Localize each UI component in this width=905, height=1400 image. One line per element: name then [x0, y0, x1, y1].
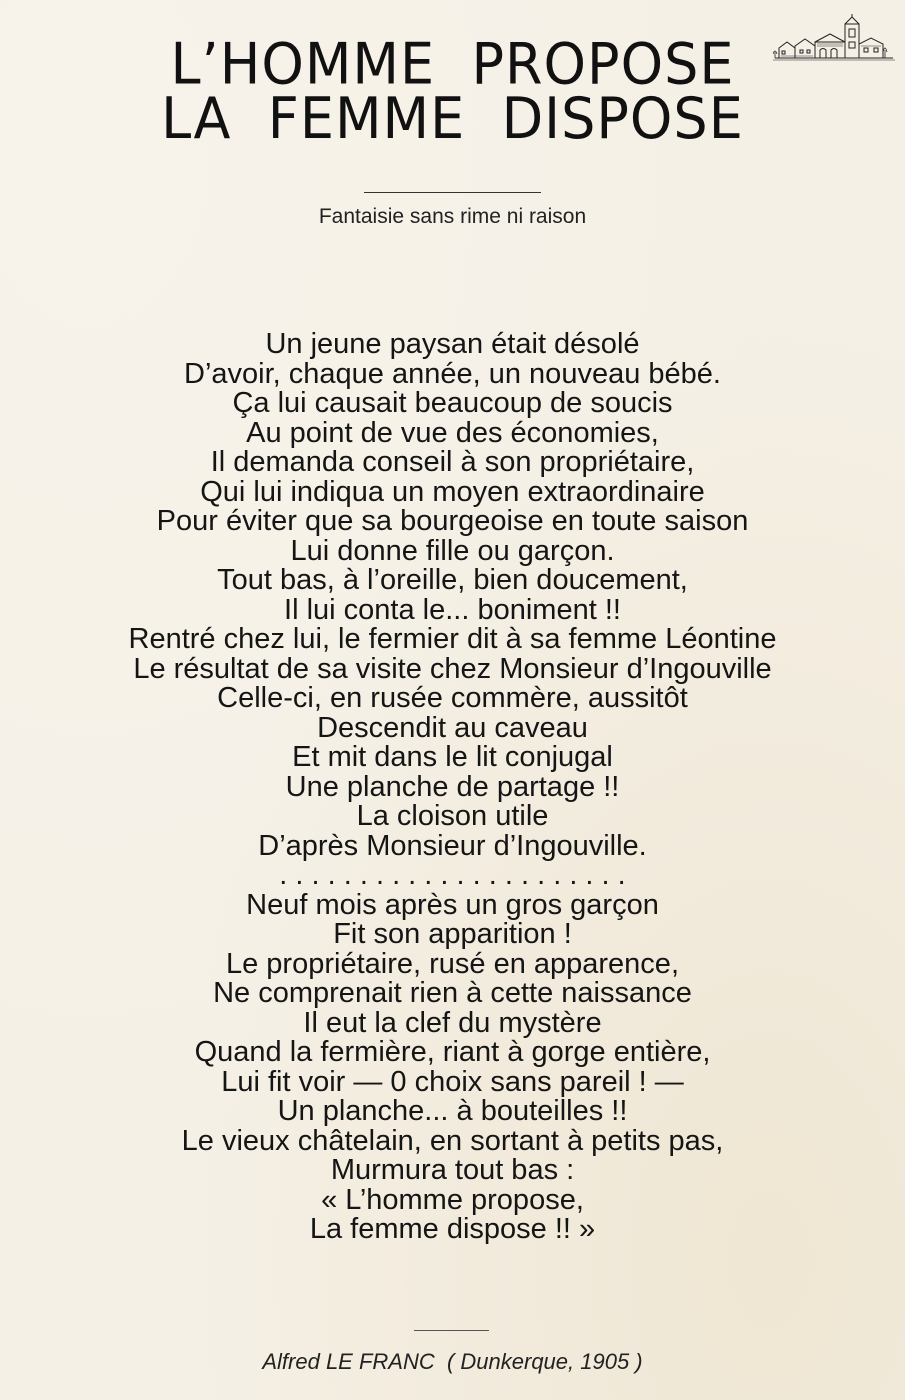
- poem-line: Murmura tout bas :: [330, 1154, 575, 1186]
- poem-line: « L’homme propose,: [321, 1183, 584, 1216]
- ellipsis-separator: . . . . . . . . . . . . . . . . . . . . . .: [279, 859, 626, 891]
- poem-line: Une planche de partage !!: [285, 770, 620, 803]
- signature-separator: [414, 1330, 489, 1331]
- poem-body: [0, 330, 905, 1245]
- subtitle: Fantaisie sans rime ni raison: [318, 205, 587, 228]
- poem-line: Et mit dans le lit conjugal: [292, 741, 613, 773]
- title-line-1: L’HOMME PROPOSE: [170, 31, 735, 98]
- poem-line: Pour éviter que sa bourgeoise en toute saison: [156, 505, 749, 537]
- poem-line: La cloison utile: [356, 800, 549, 832]
- poem-line: Le propriétaire, rusé en apparence,: [225, 947, 679, 980]
- title-separator: [364, 192, 541, 193]
- poem-line: Au point de vue des économies,: [246, 416, 659, 449]
- poem-line: La femme dispose !! »: [309, 1213, 596, 1245]
- poem-line: Il lui conta le... boniment !!: [284, 593, 621, 626]
- poem-line: Un jeune paysan était désolé: [265, 328, 640, 360]
- poem-line: D’après Monsieur d’Ingouville.: [258, 829, 647, 862]
- poem-line: Quand la fermière, riant à gorge entière,: [194, 1036, 711, 1068]
- poem-line: Fit son apparition !: [333, 918, 572, 950]
- poem-line: Tout bas, à l’oreille, bien doucement,: [217, 564, 688, 596]
- poem-line: Le résultat de sa visite chez Monsieur d’Ingouville: [133, 652, 772, 685]
- poem-line: D’avoir, chaque année, un nouveau bébé.: [184, 357, 721, 390]
- poem-line: Un planche... à bouteilles !!: [277, 1095, 628, 1127]
- poem-line: Ça lui causait beaucoup de soucis: [232, 387, 673, 419]
- poem-line: Rentré chez lui, le fermier dit à sa femme Léontine: [128, 623, 777, 655]
- poem-line: Il eut la clef du mystère: [303, 1006, 602, 1039]
- poem-line: Lui fit voir — 0 choix sans pareil ! —: [221, 1065, 684, 1098]
- poem-line: Celle-ci, en rusée commère, aussitôt: [217, 682, 688, 714]
- poem-line: Le vieux châtelain, en sortant à petits pas,: [181, 1124, 724, 1157]
- poem-line: Neuf mois après un gros garçon: [246, 888, 659, 921]
- poem-line: Qui lui indiqua un moyen extraordinaire: [200, 475, 705, 508]
- poem-title: [0, 31, 905, 152]
- author-signature: Alfred LE FRANC ( Dunkerque, 1905 ): [262, 1349, 643, 1374]
- poem-line: Descendit au caveau: [317, 711, 588, 744]
- poem-line: Lui donne fille ou garçon.: [290, 534, 615, 567]
- poem-line: Il demanda conseil à son propriétaire,: [210, 446, 695, 478]
- title-line-2: LA FEMME DISPOSE: [161, 85, 744, 152]
- church-village-icon: [773, 14, 895, 64]
- poem-line: Ne comprenait rien à cette naissance: [213, 977, 692, 1009]
